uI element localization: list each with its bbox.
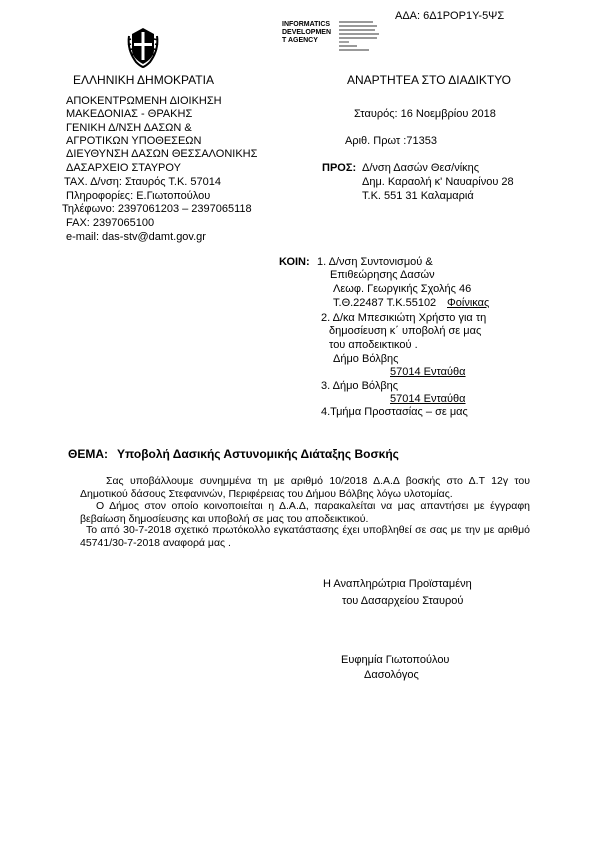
cc-label: ΚΟΙΝ:: [279, 256, 310, 268]
cc-line: Δήμο Βόλβης: [333, 353, 399, 365]
document-date: Σταυρός: 16 Νοεμβρίου 2018: [354, 108, 496, 120]
sender-line: ΑΠΟΚΕΝΤΡΩΜΕΝΗ ΔΙΟΙΚΗΣΗ: [66, 95, 222, 107]
country-name: ΕΛΛΗΝΙΚΗ ΔΗΜΟΚΡΑΤΙΑ: [73, 73, 214, 87]
sender-email: e-mail: das-stv@damt.gov.gr: [66, 231, 206, 243]
sender-line: ΓΕΝΙΚΗ Δ/ΝΣΗ ΔΑΣΩΝ &: [66, 122, 192, 134]
ada-code: ΑΔΑ: 6Δ1ΡΟΡ1Υ-5ΨΣ: [395, 10, 505, 22]
protocol-number: Αριθ. Πρωτ :71353: [345, 135, 437, 147]
sender-info: Πληροφορίες: Ε.Γιωτοπούλου: [66, 190, 211, 202]
signature-name: Ευφημία Γιωτοπούλου: [341, 654, 450, 666]
stamp-line-1: INFORMATICS: [282, 21, 331, 28]
recipient-label: ΠΡΟΣ:: [322, 162, 357, 174]
cc-line-entautha: 57014 Ενταύθα: [390, 393, 466, 405]
digital-signature-stamp: [282, 21, 362, 57]
body-paragraph: Το από 30-7-2018 σχετικό πρωτόκολλο εγκατάστασης έχει υποβληθεί σε σας με την με αριθμό 45741/30-7-2018 αναφορά μας .: [80, 524, 530, 549]
signature-title: του Δασαρχείου Σταυρού: [342, 595, 464, 607]
signature-role: Δασολόγος: [364, 669, 419, 681]
sender-line: ΔΙΕΥΘΥΝΣΗ ΔΑΣΩΝ ΘΕΣΣΑΛΟΝΙΚΗΣ: [66, 148, 258, 160]
recipient-line: Δημ. Καραολή κ' Ναυαρίνου 28: [362, 176, 514, 188]
subject-label: ΘΕΜΑ:: [68, 447, 108, 461]
sender-fax: FAX: 2397065100: [66, 217, 155, 229]
post-notice: ΑΝΑΡΤΗΤΕΑ ΣΤΟ ΔΙΑΔΙΚΤΥΟ: [347, 73, 511, 87]
subject-text: Υποβολή Δασικής Αστυνομικής Διάταξης Βοσκής: [117, 447, 399, 461]
cc-line: του αποδεικτικού .: [329, 339, 418, 351]
sender-address: ΤΑΧ. Δ/νση: Σταυρός Τ.Κ. 57014: [64, 176, 221, 188]
cc-line-phoinikas: Φοίνικας: [447, 297, 490, 309]
cc-line-entautha: 57014 Ενταύθα: [390, 366, 466, 378]
cc-line: 3. Δήμο Βόλβης: [321, 380, 399, 392]
cc-line: 4.Τμήμα Προστασίας – σε μας: [321, 406, 468, 418]
recipient-line: Δ/νση Δασών Θεσ/νίκης: [362, 162, 480, 174]
cc-line: Επιθεώρησης Δασών: [330, 269, 435, 281]
signature-title: Η Αναπληρώτρια Προϊσταμένη: [323, 578, 472, 590]
sender-line: ΑΓΡΟΤΙΚΩΝ ΥΠΟΘΕΣΕΩΝ: [66, 135, 202, 147]
recipient-line: Τ.Κ. 551 31 Καλαμαριά: [362, 190, 474, 202]
cc-line: Τ.Θ.22487 Τ.Κ.55102: [333, 297, 437, 309]
stamp-fine-print-icon: [339, 21, 381, 55]
stamp-line-3: T AGENCY: [282, 37, 318, 44]
body-paragraph: Ο Δήμος στον οποίο κοινοποιείται η Δ.Α.Δ, παρακαλείται να μας απαντήσει με έγγραφη βεβαίωση δημοσίευσης και υποβολή σε μας του αποδεικτικού.: [80, 500, 530, 525]
cc-line: 1. Δ/νση Συντονισμού &: [317, 256, 433, 268]
greek-coat-of-arms-icon: [126, 24, 160, 70]
cc-line: δημοσίευση κ΄ υποβολή σε μας: [329, 325, 482, 337]
cc-line: Λεωφ. Γεωργικής Σχολής 46: [333, 283, 472, 295]
sender-line: ΔΑΣΑΡΧΕΙΟ ΣΤΑΥΡΟΥ: [66, 162, 181, 174]
cc-line: 2. Δ/κα Μπεσικιώτη Χρήστο για τη: [321, 312, 487, 324]
sender-line: ΜΑΚΕΔΟΝΙΑΣ - ΘΡΑΚΗΣ: [66, 108, 193, 120]
sender-phone: Τηλέφωνο: 2397061203 – 2397065118: [62, 203, 252, 215]
body-paragraph: Σας υποβάλλουμε συνημμένα τη με αριθμό 10/2018 Δ.Α.Δ βοσκής στο Δ.Τ 12γ του Δημοτικού δάσους Στεφανινών, Περιφέρειας του Δήμου Βόλβης λόγω υλοτομίας.: [80, 475, 530, 500]
stamp-line-2: DEVELOPMEN: [282, 29, 332, 36]
